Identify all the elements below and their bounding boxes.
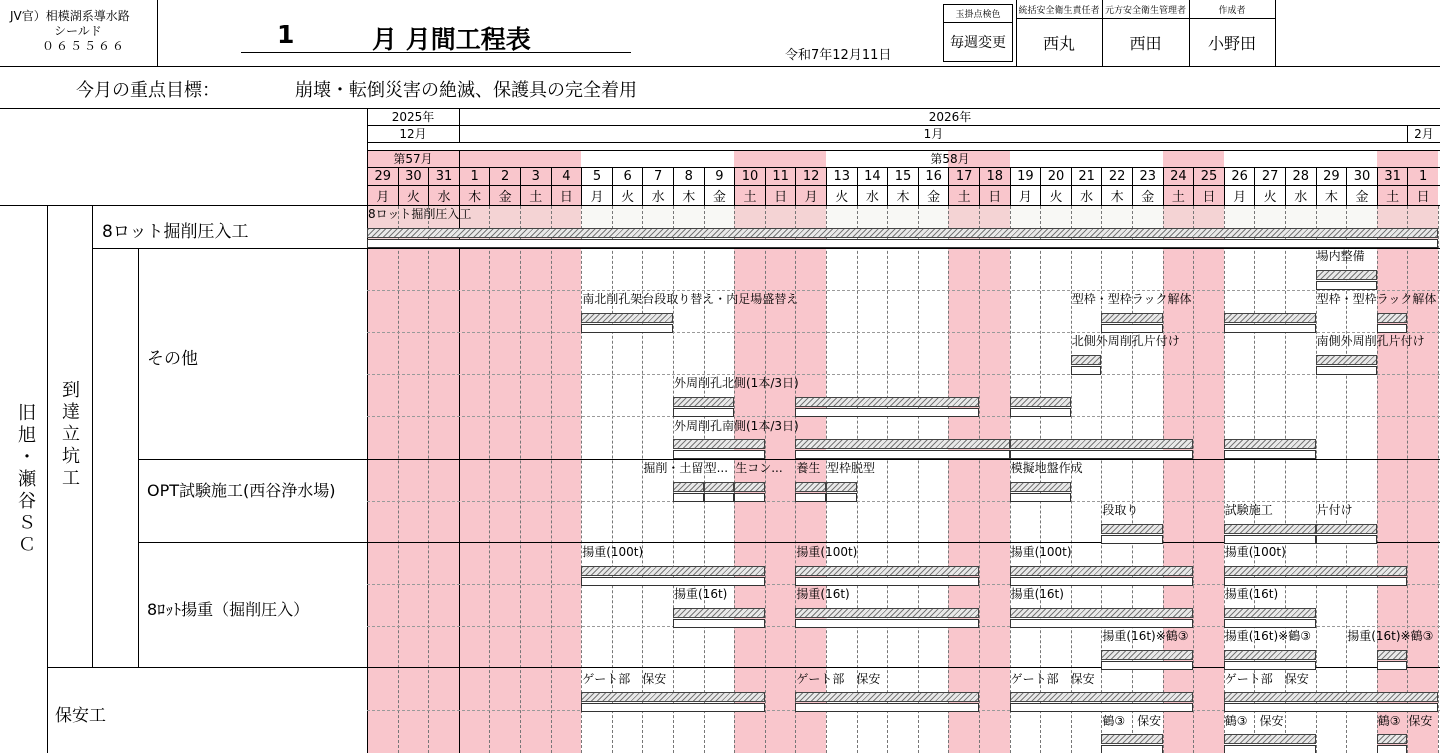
plan-bar xyxy=(1316,355,1377,365)
role-label: 統括安全衛生責任者 xyxy=(1018,5,1100,16)
day-number: 27 xyxy=(1254,167,1285,185)
day-gridline xyxy=(642,206,643,753)
plan-bar xyxy=(1224,650,1316,660)
plan-bar xyxy=(673,439,765,449)
actual-bar xyxy=(1224,324,1316,333)
actual-bar xyxy=(795,577,979,586)
year-cell: 2025年 xyxy=(391,110,435,124)
day-weekday: 木 xyxy=(673,185,704,205)
day-gridline xyxy=(1071,206,1072,753)
day-weekday: 土 xyxy=(520,185,551,205)
role-label: 作成者 xyxy=(1218,5,1246,16)
year-cell: 2026年 xyxy=(459,108,1440,125)
day-gridline xyxy=(795,206,796,753)
day-weekday: 月 xyxy=(367,185,398,205)
plan-bar xyxy=(1377,734,1408,744)
role-name: 西田 xyxy=(1129,33,1162,53)
actual-bar xyxy=(795,619,979,628)
project-line: ０６５５６６ xyxy=(42,39,127,53)
row-8lot: 8ロット掘削圧入工 xyxy=(102,222,249,242)
row-divider xyxy=(138,542,367,543)
task-label: ゲート部 保安 xyxy=(1010,672,1095,686)
day-gridline xyxy=(1193,206,1194,753)
row-safety: 保安工 xyxy=(55,706,106,726)
day-weekday: 火 xyxy=(1254,185,1285,205)
day-number: 21 xyxy=(1071,167,1102,185)
actual-bar xyxy=(1101,535,1162,544)
plan-bar xyxy=(826,482,857,492)
task-label: 生コン... xyxy=(735,461,783,475)
actual-bar xyxy=(367,239,1438,248)
day-gridline xyxy=(398,206,399,753)
day-number: 12 xyxy=(795,167,826,185)
actual-bar xyxy=(1224,577,1408,586)
day-weekday: 木 xyxy=(1316,185,1347,205)
day-gridline xyxy=(459,206,460,753)
plan-bar xyxy=(1224,608,1316,618)
actual-bar xyxy=(1010,577,1194,586)
plan-bar xyxy=(1101,524,1162,534)
plan-bar xyxy=(1010,608,1194,618)
week-cell: 第57月 xyxy=(393,152,433,166)
task-label: 片付け xyxy=(1316,503,1353,517)
actual-bar xyxy=(673,450,765,459)
month-cell: 12月 xyxy=(399,127,427,141)
task-label: 型枠・型枠ラック解体 xyxy=(1071,292,1192,306)
subrow-line xyxy=(367,290,1440,291)
plan-bar xyxy=(795,692,979,702)
day-number: 15 xyxy=(887,167,918,185)
page-title: 月 月間工程表 xyxy=(372,25,531,54)
day-gridline xyxy=(857,206,858,753)
actual-bar xyxy=(1101,324,1162,333)
check-label: 玉掛点検色 xyxy=(944,5,1012,23)
task-label: ゲート部 保安 xyxy=(582,672,667,686)
day-weekday: 火 xyxy=(612,185,643,205)
day-weekday: 金 xyxy=(918,185,949,205)
plan-bar xyxy=(367,228,1438,238)
day-gridline xyxy=(1224,206,1225,753)
day-weekday: 土 xyxy=(734,185,765,205)
plan-bar xyxy=(581,566,765,576)
task-label: 揚重(16t) xyxy=(1010,587,1064,601)
day-number: 5 xyxy=(581,167,612,185)
day-number: 24 xyxy=(1163,167,1194,185)
row-divider xyxy=(138,459,367,460)
day-gridline xyxy=(948,206,949,753)
plan-bar xyxy=(1010,482,1071,492)
plan-bar xyxy=(1010,566,1194,576)
actual-bar xyxy=(581,324,673,333)
actual-bar xyxy=(673,619,765,628)
day-gridline xyxy=(673,206,674,753)
day-number: 14 xyxy=(857,167,888,185)
task-label: 模擬地盤作成 xyxy=(1010,461,1083,475)
task-label: 揚重(16t)※鶴③ xyxy=(1347,629,1434,643)
day-gridline xyxy=(1407,206,1408,753)
day-gridline xyxy=(1438,206,1439,753)
task-label: 外周削孔南側(1本/3日) xyxy=(674,419,799,433)
plan-bar xyxy=(795,566,979,576)
plan-bar xyxy=(581,313,673,323)
day-number: 11 xyxy=(765,167,796,185)
day-number: 28 xyxy=(1285,167,1316,185)
day-gridline xyxy=(1377,206,1378,753)
day-weekday: 日 xyxy=(551,185,582,205)
day-gridline xyxy=(979,206,980,753)
day-gridline xyxy=(826,206,827,753)
actual-bar xyxy=(581,703,765,712)
project-line: JV官）相模湖系導水路 xyxy=(10,9,130,23)
day-gridline xyxy=(551,206,552,753)
plan-bar xyxy=(1224,313,1316,323)
actual-bar xyxy=(795,408,979,417)
actual-bar xyxy=(1224,450,1316,459)
day-weekday: 日 xyxy=(1407,185,1438,205)
day-number: 29 xyxy=(367,167,398,185)
plan-bar xyxy=(795,608,979,618)
plan-bar xyxy=(1224,439,1316,449)
goal-label: 今月の重点目標： xyxy=(76,80,220,101)
plan-bar xyxy=(1010,439,1194,449)
actual-bar xyxy=(1316,366,1377,375)
day-weekday: 水 xyxy=(428,185,459,205)
actual-bar xyxy=(1071,366,1102,375)
day-weekday: 火 xyxy=(826,185,857,205)
actual-bar xyxy=(1101,745,1162,753)
actual-bar xyxy=(1010,408,1071,417)
role-name: 西丸 xyxy=(1042,33,1075,53)
task-label: 型枠・型枠ラック解体 xyxy=(1316,292,1437,306)
row-opt: OPT試験施工(西谷浄水場) xyxy=(147,481,336,500)
day-weekday: 日 xyxy=(1193,185,1224,205)
actual-bar xyxy=(795,703,979,712)
actual-bar xyxy=(581,577,765,586)
role-name: 小野田 xyxy=(1207,33,1256,53)
day-gridline xyxy=(520,206,521,753)
row-divider xyxy=(47,205,48,753)
day-weekday: 土 xyxy=(1377,185,1408,205)
task-label: 掘削・土留 xyxy=(643,461,704,475)
day-number: 19 xyxy=(1010,167,1041,185)
row-divider xyxy=(138,248,139,667)
day-weekday: 木 xyxy=(887,185,918,205)
task-label: 揚重(100t) xyxy=(1010,545,1072,559)
actual-bar xyxy=(1224,535,1316,544)
task-label: ゲート部 保安 xyxy=(1224,672,1309,686)
actual-bar xyxy=(1010,493,1071,502)
actual-bar xyxy=(1224,703,1438,712)
day-weekday: 火 xyxy=(1040,185,1071,205)
actual-bar xyxy=(673,408,734,417)
task-label: 保安 xyxy=(1408,714,1433,728)
day-gridline xyxy=(1163,206,1164,753)
day-number: 29 xyxy=(1316,167,1347,185)
day-weekday: 水 xyxy=(642,185,673,205)
plan-bar xyxy=(1377,313,1408,323)
task-label: 外周削孔北側(1本/3日) xyxy=(674,376,799,390)
plan-bar xyxy=(673,397,734,407)
day-number: 26 xyxy=(1224,167,1255,185)
row-divider xyxy=(92,248,367,249)
task-label: 揚重(16t) xyxy=(796,587,850,601)
task-label: 揚重(16t) xyxy=(674,587,728,601)
plan-bar xyxy=(1101,650,1193,660)
plan-bar xyxy=(795,482,826,492)
day-number: 30 xyxy=(398,167,429,185)
week-cell: 第58月 xyxy=(459,150,1440,167)
subrow-line xyxy=(367,501,1440,502)
task-label: 鶴③ 保安 xyxy=(1224,714,1284,728)
row-divider xyxy=(367,459,1440,460)
row-divider xyxy=(92,205,93,667)
plan-bar xyxy=(1224,692,1438,702)
task-label: 揚重(16t) xyxy=(1224,587,1279,601)
task-label: 型枠脱型 xyxy=(827,461,876,475)
day-number: 17 xyxy=(948,167,979,185)
task-label: 揚重(100t) xyxy=(796,545,858,559)
day-gridline xyxy=(1010,206,1011,753)
task-label: 型... xyxy=(704,461,729,475)
day-number: 9 xyxy=(704,167,735,185)
day-weekday: 水 xyxy=(1071,185,1102,205)
plan-bar xyxy=(1224,566,1408,576)
day-gridline xyxy=(1285,206,1286,753)
plan-bar xyxy=(1224,734,1316,744)
day-weekday: 水 xyxy=(857,185,888,205)
subrow-line xyxy=(367,374,1440,375)
day-gridline xyxy=(612,206,613,753)
actual-bar xyxy=(734,493,765,502)
row-divider xyxy=(0,205,1440,206)
task-label: 鶴③ 保安 xyxy=(1102,714,1162,728)
project-line: シールド xyxy=(54,24,102,38)
plan-bar xyxy=(1224,524,1316,534)
day-number: 10 xyxy=(734,167,765,185)
day-number: 25 xyxy=(1193,167,1224,185)
task-label: 北側外周削孔片付け xyxy=(1071,334,1180,348)
row-divider xyxy=(47,667,367,668)
task-label: 養生 xyxy=(796,461,821,475)
day-gridline xyxy=(581,206,582,753)
plan-bar xyxy=(673,482,704,492)
day-gridline xyxy=(765,206,766,753)
day-weekday: 月 xyxy=(1224,185,1255,205)
day-number: 8 xyxy=(673,167,704,185)
day-number: 6 xyxy=(612,167,643,185)
plan-bar xyxy=(1316,524,1377,534)
day-number: 22 xyxy=(1101,167,1132,185)
plan-bar xyxy=(1316,270,1377,280)
task-label: 揚重(100t) xyxy=(1224,545,1286,559)
day-weekday: 土 xyxy=(948,185,979,205)
day-number: 16 xyxy=(918,167,949,185)
day-number: 1 xyxy=(459,167,490,185)
actual-bar xyxy=(1377,324,1408,333)
actual-bar xyxy=(1224,661,1316,670)
plan-bar xyxy=(673,608,765,618)
actual-bar xyxy=(795,450,1009,459)
task-label: 南北削孔架台段取り替え・内足場盛替え xyxy=(582,292,799,306)
actual-bar xyxy=(1010,450,1194,459)
day-gridline xyxy=(489,206,490,753)
task-label: 段取り xyxy=(1102,503,1139,517)
header-rule xyxy=(367,142,1440,143)
task-label: ゲート部 保安 xyxy=(796,672,881,686)
task-label: 揚重(16t)※鶴③ xyxy=(1224,629,1311,643)
plan-bar xyxy=(734,482,765,492)
day-number: 2 xyxy=(489,167,520,185)
day-weekday: 月 xyxy=(581,185,612,205)
task-label: 場内整備 xyxy=(1316,249,1365,263)
day-gridline xyxy=(1101,206,1102,753)
day-weekday: 金 xyxy=(1132,185,1163,205)
month-number: 1 xyxy=(277,20,295,49)
plan-bar xyxy=(704,482,735,492)
day-number: 1 xyxy=(1407,167,1438,185)
day-weekday: 水 xyxy=(1285,185,1316,205)
day-gridline xyxy=(734,206,735,753)
day-number: 31 xyxy=(1377,167,1408,185)
actual-bar xyxy=(673,493,704,502)
shaft-label: 到達立坑工 xyxy=(59,380,80,490)
actual-bar xyxy=(1224,619,1316,628)
day-weekday: 木 xyxy=(1101,185,1132,205)
day-number: 18 xyxy=(979,167,1010,185)
goal-text: 崩壊・転倒災害の絶滅、保護具の完全着用 xyxy=(295,80,637,101)
actual-bar xyxy=(1377,745,1408,753)
site-label: 旧旭・瀬谷ＳＣ xyxy=(15,403,36,557)
day-number: 7 xyxy=(642,167,673,185)
issue-date: 令和7年12月11日 xyxy=(785,48,892,63)
row-divider xyxy=(367,248,1440,249)
day-gridline xyxy=(1132,206,1133,753)
day-number: 23 xyxy=(1132,167,1163,185)
actual-bar xyxy=(795,493,826,502)
check-value: 毎週変更 xyxy=(950,35,1006,51)
task-label: 8ロット掘削圧入工 xyxy=(368,207,472,221)
plan-bar xyxy=(1101,734,1162,744)
task-label: 揚重(100t) xyxy=(582,545,644,559)
actual-bar xyxy=(1010,703,1194,712)
day-number: 13 xyxy=(826,167,857,185)
day-number: 3 xyxy=(520,167,551,185)
actual-bar xyxy=(1316,535,1377,544)
day-weekday: 火 xyxy=(398,185,429,205)
day-weekday: 土 xyxy=(1163,185,1194,205)
month-cell: 2月 xyxy=(1407,125,1440,142)
day-weekday: 木 xyxy=(459,185,490,205)
day-weekday: 月 xyxy=(795,185,826,205)
plan-bar xyxy=(581,692,765,702)
day-number: 31 xyxy=(428,167,459,185)
day-weekday: 月 xyxy=(1010,185,1041,205)
task-label: 南側外周削孔片付け xyxy=(1316,334,1425,348)
day-gridline xyxy=(1040,206,1041,753)
day-weekday: 金 xyxy=(704,185,735,205)
day-gridline xyxy=(428,206,429,753)
actual-bar xyxy=(1377,661,1408,670)
day-gridline xyxy=(1254,206,1255,753)
row-other: その他 xyxy=(147,349,198,369)
actual-bar xyxy=(1101,661,1193,670)
day-gridline xyxy=(918,206,919,753)
role-label: 元方安全衛生管理者 xyxy=(1104,5,1186,16)
day-number: 30 xyxy=(1346,167,1377,185)
task-label: 試験施工 xyxy=(1224,503,1273,517)
actual-bar xyxy=(704,493,735,502)
plan-bar xyxy=(1010,692,1194,702)
actual-bar xyxy=(826,493,857,502)
day-weekday: 日 xyxy=(765,185,796,205)
plan-bar xyxy=(1377,650,1408,660)
day-weekday: 金 xyxy=(1346,185,1377,205)
actual-bar xyxy=(1224,745,1316,753)
task-label: 揚重(16t)※鶴③ xyxy=(1102,629,1189,643)
plan-bar xyxy=(1101,313,1162,323)
actual-bar xyxy=(1316,281,1377,290)
plan-bar xyxy=(795,397,979,407)
plan-bar xyxy=(1071,355,1102,365)
actual-bar xyxy=(1010,619,1194,628)
task-label: 鶴③ xyxy=(1377,714,1401,728)
day-number: 4 xyxy=(551,167,582,185)
day-number: 20 xyxy=(1040,167,1071,185)
day-weekday: 日 xyxy=(979,185,1010,205)
month-cell: 1月 xyxy=(459,125,1407,142)
plan-bar xyxy=(795,439,1009,449)
day-weekday: 金 xyxy=(489,185,520,205)
plan-bar xyxy=(1010,397,1071,407)
row-lift: 8ﾛｯﾄ揚重（掘削圧入） xyxy=(147,600,310,619)
day-gridline xyxy=(887,206,888,753)
day-gridline xyxy=(704,206,705,753)
